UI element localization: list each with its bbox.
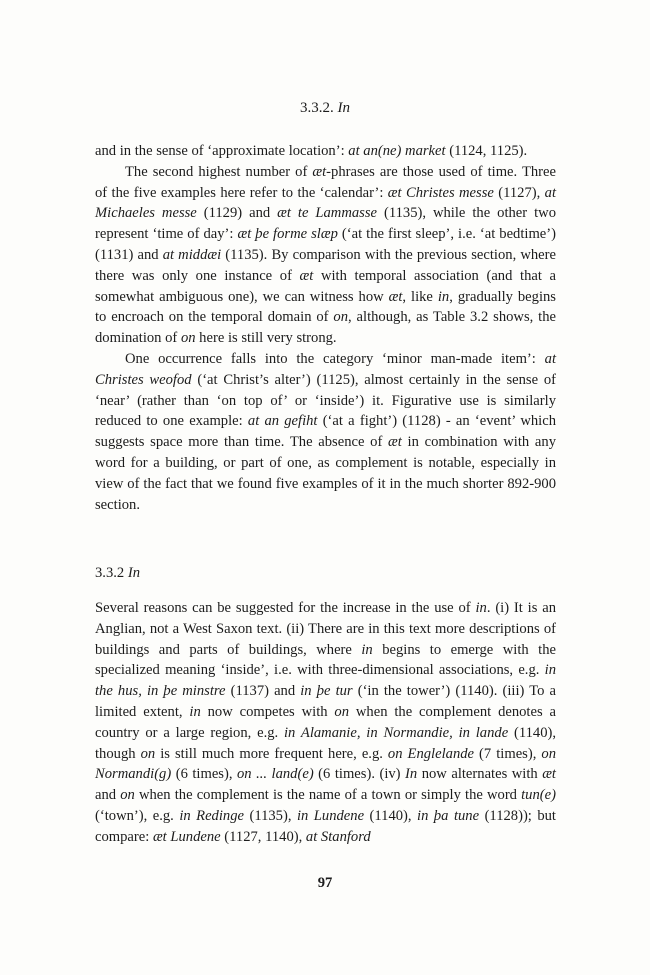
text-run: Several reasons can be suggested for the increase in the use of <box>95 600 476 616</box>
paragraph-1 <box>95 141 556 162</box>
italic-phrase: on Normandi(g) <box>95 745 556 783</box>
italic-phrase: æt <box>388 434 402 451</box>
text-run: -phrases are those used of time. Three of the five examples here refer to the ‘calendar’: <box>95 163 556 201</box>
italic-phrase: in <box>437 288 450 305</box>
text-run: in combination with any word for a building, or part of one, as complement is notable, especially in view of the fact that we found five examples of it in the much shorter 892-900 section. <box>95 434 556 513</box>
section-heading-title: In <box>127 565 141 581</box>
text-run: is still much more frequent here, e.g. <box>155 745 388 762</box>
body-text-bottom <box>95 598 556 848</box>
text-run: (1124, 1125). <box>445 143 528 159</box>
italic-phrase: in the hus, in þe minstre <box>95 662 556 700</box>
italic-phrase: æt te Lammasse <box>277 205 378 222</box>
italic-phrase: tun(e) <box>521 787 556 804</box>
text-run: now alternates with <box>417 766 543 783</box>
text-run: (1140), <box>364 807 418 824</box>
text-run: (‘at a fight’) (1128) - an ‘event’ which suggests space more than time. The absence of <box>95 413 557 451</box>
text-run: The second highest number of <box>125 163 313 180</box>
italic-phrase: on <box>333 309 349 326</box>
italic-phrase: æt Christes messe <box>387 184 494 201</box>
text-run: (‘at Christ’s alter’) (1125), almost certainly in the sense of ‘near’ (rather than ‘on top of’ or ‘inside’) it. Figurative use is similarly reduced to one example: <box>95 371 556 430</box>
italic-phrase: on Englelande <box>387 745 475 762</box>
paragraph-4 <box>95 598 556 848</box>
italic-phrase: at Michaeles messe <box>95 184 556 222</box>
italic-phrase: at Stanford <box>305 828 371 845</box>
running-head-number: 3.3.2. <box>300 100 334 116</box>
italic-phrase: on ... land(e) <box>237 766 314 783</box>
italic-phrase: at middæi <box>162 246 222 263</box>
paragraph-3 <box>95 349 556 515</box>
running-head <box>0 98 650 118</box>
text-run: , gradually begins to encroach on the temporal domain of <box>95 288 556 326</box>
text-run: (‘in the tower’) (1140). (iii) To a limited extent, <box>95 683 556 720</box>
text-run: when the complement is the name of a town or simply the word <box>134 787 522 804</box>
italic-phrase: æt þe forme slæp <box>237 226 338 243</box>
text-run: (1128)); but compare: <box>95 807 556 845</box>
italic-phrase: In <box>405 766 418 783</box>
text-run: with temporal association (and that a somewhat ambiguous one), we can witness how <box>95 267 556 305</box>
text-run: begins to emerge with the specialized meaning ‘inside’, i.e. with three-dimensional associations, e.g. <box>95 641 556 679</box>
italic-phrase: æt <box>312 163 327 180</box>
italic-phrase: at an gefiht <box>247 413 318 430</box>
italic-phrase: æt Lundene <box>152 828 221 845</box>
italic-phrase: in þa tune <box>417 807 480 824</box>
section-heading <box>95 563 140 583</box>
text-run: (1135), <box>243 807 297 824</box>
italic-phrase: æt <box>388 288 403 305</box>
text-run: when the complement denotes a country or a large region, e.g. <box>95 703 556 741</box>
italic-phrase: in <box>361 641 373 658</box>
text-run: One occurrence falls into the category ‘minor man-made item’: <box>125 350 545 367</box>
text-run: and in the sense of ‘approximate location’: <box>95 143 349 159</box>
italic-phrase: in <box>189 703 201 720</box>
italic-phrase: in þe tur <box>300 683 353 700</box>
text-run: , like <box>402 288 438 305</box>
text-run: (6 times). (iv) <box>313 766 406 783</box>
italic-phrase: on <box>334 703 350 720</box>
page-number: 97 <box>317 875 333 891</box>
italic-phrase: æt <box>542 766 556 783</box>
text-run: (1135), while the other two represent ‘time of day’: <box>95 205 556 243</box>
text-run: (1127, 1140), <box>220 828 306 845</box>
text-run: (1135). By comparison with the previous section, where there was only one instance of <box>95 246 557 284</box>
text-run: (‘town’), e.g. <box>95 807 180 824</box>
italic-phrase: at an(ne) market <box>348 143 446 159</box>
text-run: (7 times), <box>474 745 542 762</box>
italic-phrase: in Redinge <box>179 807 244 824</box>
italic-phrase: in Alamanie, in Normandie, in lande <box>284 724 509 741</box>
section-heading-number: 3.3.2 <box>95 565 125 581</box>
italic-phrase: in <box>475 600 487 616</box>
paragraph-2 <box>95 162 556 349</box>
running-head-title: In <box>337 100 350 116</box>
body-text-top <box>95 141 556 515</box>
text-run: (6 times), <box>171 766 237 783</box>
text-run: and <box>95 787 121 804</box>
text-run: here is still very strong. <box>195 330 337 347</box>
text-run: . (i) It is an Anglian, not a West Saxon text. (ii) There are in this text more descriptions of buildings and parts of buildings, where <box>95 600 556 658</box>
text-run: (1129) and <box>196 205 278 222</box>
text-run: (1137) and <box>225 683 301 700</box>
text-run: (1140), though <box>95 724 556 762</box>
text-run: (‘at the first sleep’, i.e. ‘at bedtime’) (1131) and <box>95 226 557 263</box>
italic-phrase: at Christes weofod <box>95 350 556 388</box>
italic-phrase: æt <box>299 267 314 284</box>
italic-phrase: on <box>180 330 196 347</box>
text-run: now competes with <box>200 703 335 720</box>
text-run: , although, as Table 3.2 shows, the domination of <box>95 309 556 347</box>
italic-phrase: on <box>120 787 135 804</box>
text-run: (1127), <box>493 184 545 201</box>
italic-phrase: on <box>140 745 156 762</box>
italic-phrase: in Lundene <box>296 807 365 824</box>
